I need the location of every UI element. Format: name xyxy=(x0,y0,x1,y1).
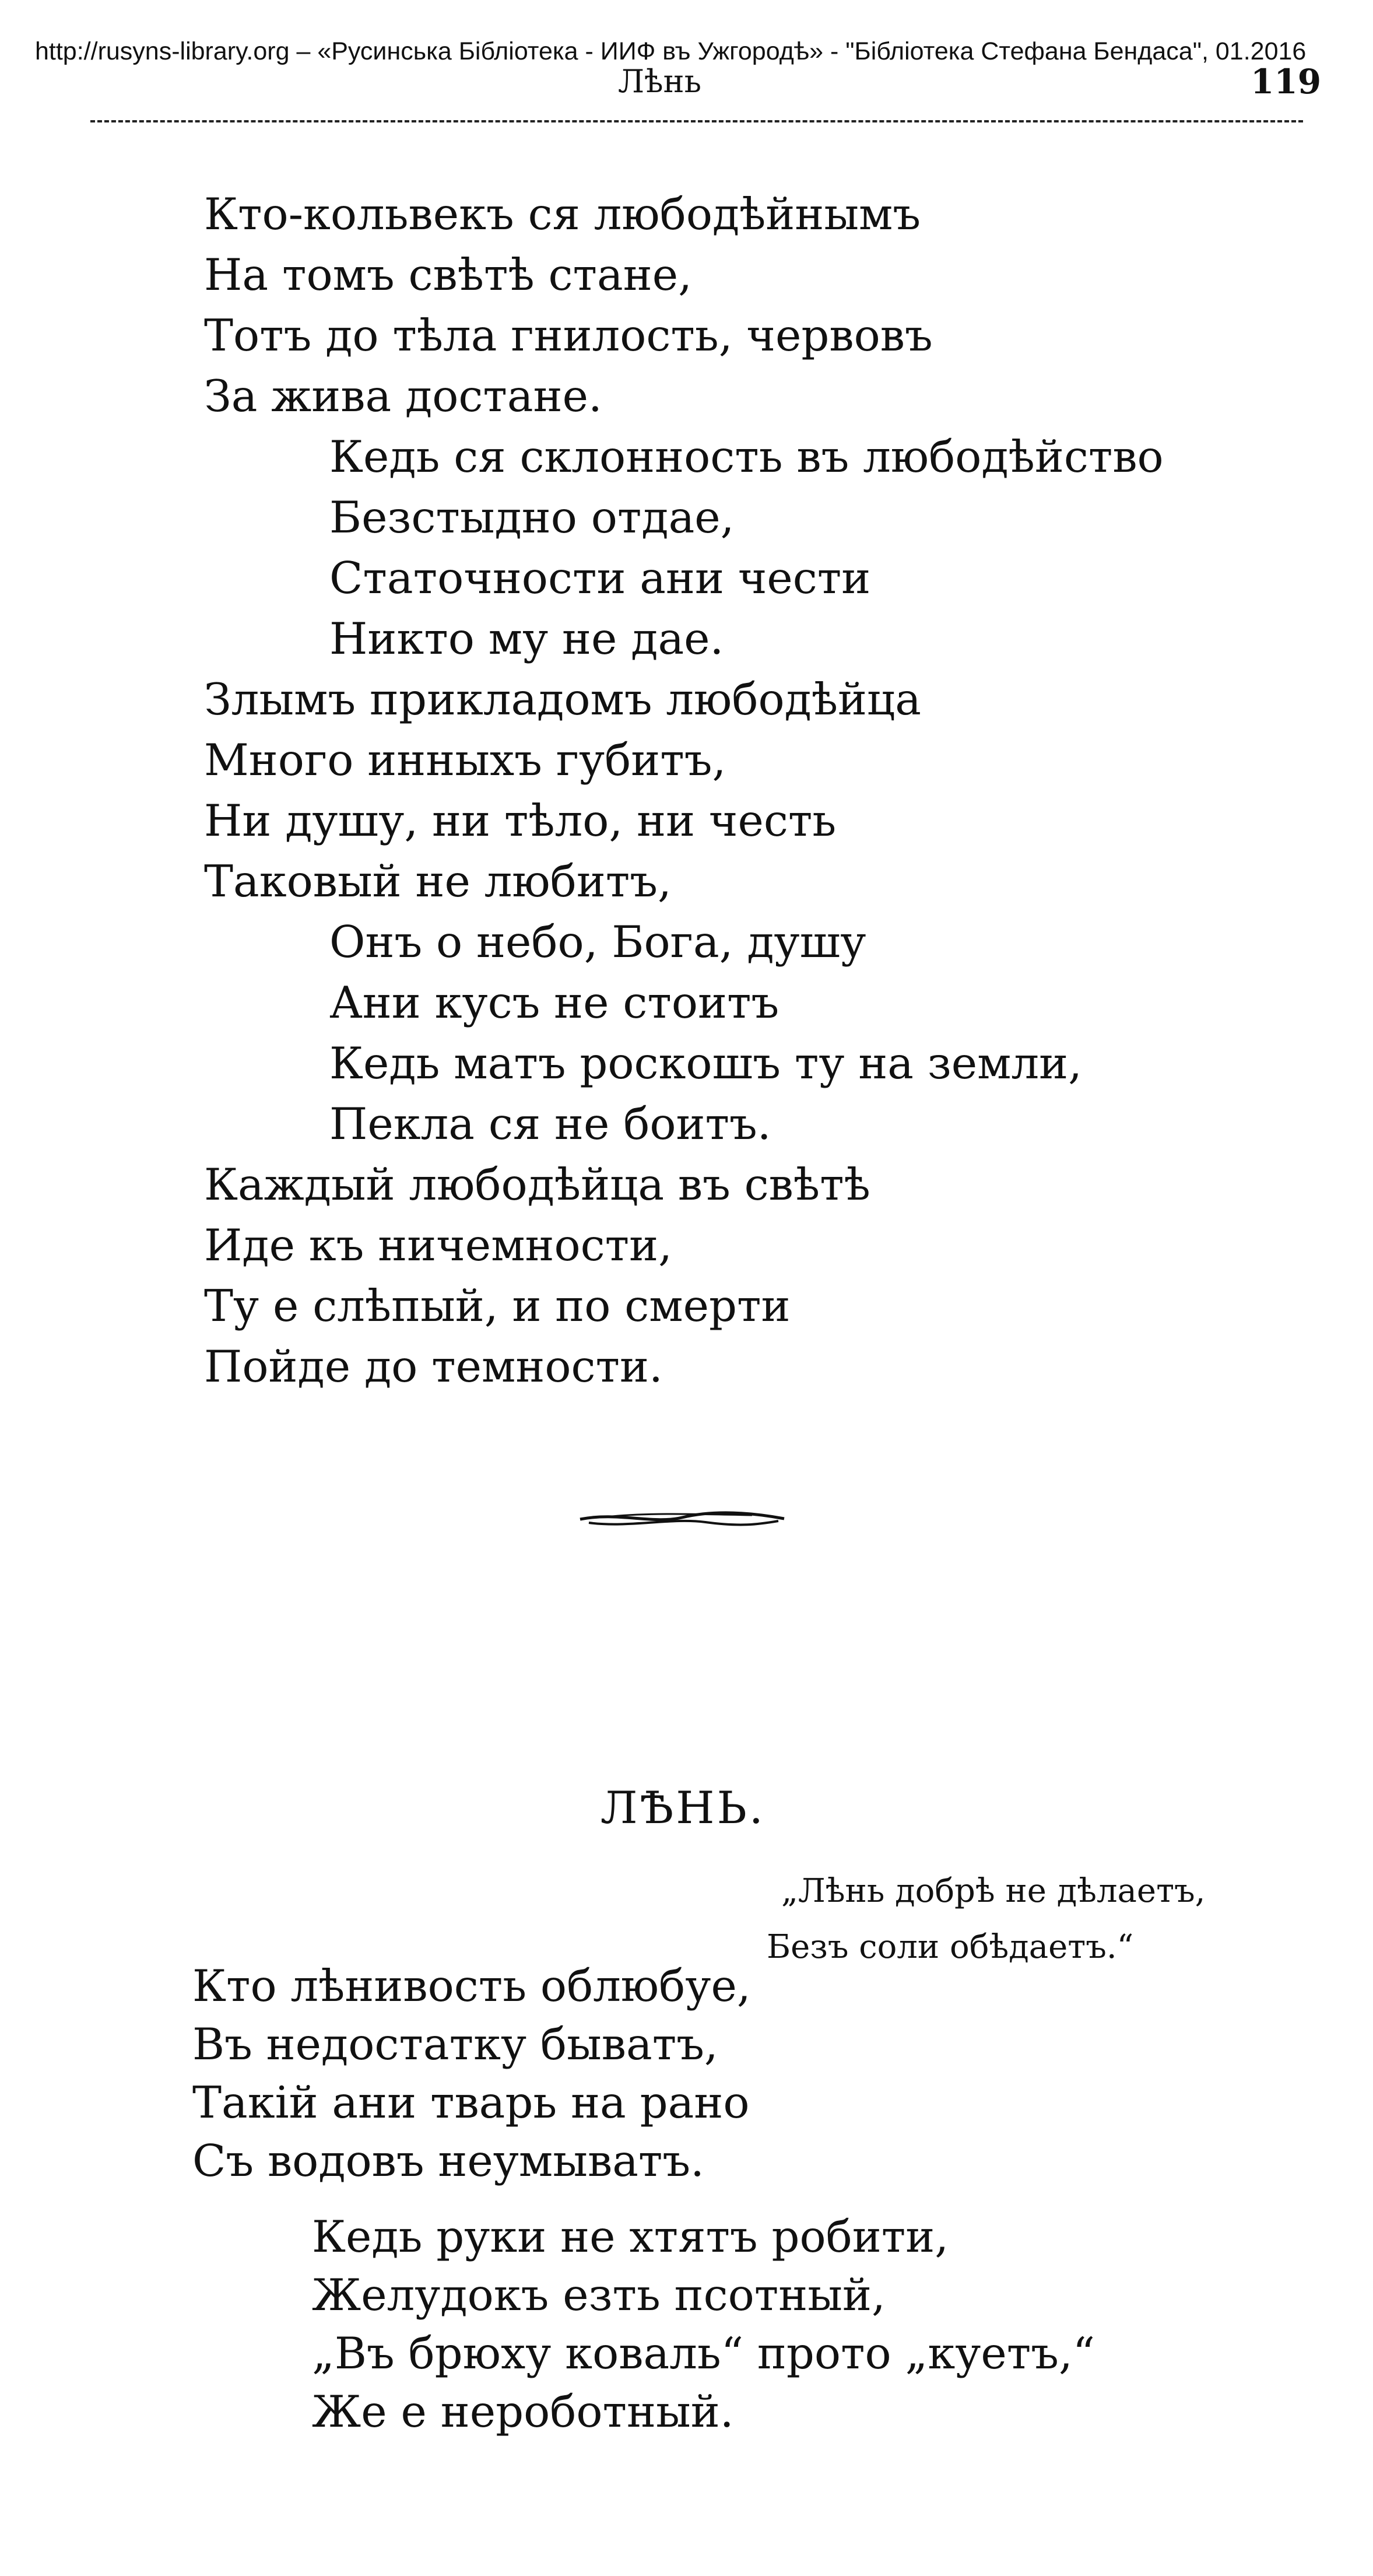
poem-line: Пойде до темности. xyxy=(204,1341,663,1392)
poem-line: Ту е слѣпый, и по смерти xyxy=(204,1280,791,1331)
section-divider-ornament xyxy=(577,1505,787,1534)
poem-line: На томъ свѣтѣ стане, xyxy=(204,249,692,300)
running-head: Лѣнь xyxy=(618,63,702,100)
poem-line: Съ водовъ неумыватъ. xyxy=(192,2135,704,2186)
poem-line: „Въ брюху коваль“ прото „куетъ,“ xyxy=(312,2328,1095,2379)
source-attribution: http://rusyns-library.org – «Русинська Бібліотека - ИИФ въ Ужгородѣ» - "Бібліотека Стефана Бендаса", 01.2016 xyxy=(35,37,1307,65)
poem-line: Онъ о небо, Бога, душу xyxy=(329,916,866,968)
stanza-gap xyxy=(192,2190,1095,2207)
poem-part-2 xyxy=(192,1957,1095,2441)
poem-line: Ни душу, ни тѣло, ни честь xyxy=(204,795,837,846)
poem-line: Кедь руки не хтятъ робити, xyxy=(312,2211,949,2262)
poem-line: Таковый не любитъ, xyxy=(204,856,672,907)
poem-line: Желудокъ езть псотный, xyxy=(312,2269,886,2321)
poem-line: Кто лѣнивость облюбуе, xyxy=(192,1960,751,2011)
poem-line: За жива достане. xyxy=(204,370,602,422)
poem-line: Каждый любодѣйца въ свѣтѣ xyxy=(204,1159,870,1210)
epigraph-line: Безъ соли обѣдаетъ.“ xyxy=(767,1928,1134,1966)
poem-line: Безстыдно отдае, xyxy=(329,492,735,543)
page-number: 119 xyxy=(1251,62,1322,101)
poem-line: Ани кусъ не стоитъ xyxy=(329,977,779,1028)
poem-line: Статочности ани чести xyxy=(329,552,871,604)
poem-line: Же е нероботный. xyxy=(312,2386,734,2437)
poem-line: Въ недостатку быватъ, xyxy=(192,2018,718,2070)
poem-line: Много инныхъ губитъ, xyxy=(204,734,726,786)
poem-line: Такій ани тварь на рано xyxy=(192,2077,750,2128)
poem-line: Тотъ до тѣла гнилость, червовъ xyxy=(204,310,933,361)
header-rule xyxy=(90,120,1303,122)
poem-line: Кто-кольвекъ ся любодѣйнымъ xyxy=(204,188,921,240)
poem-line: Кедь ся склонность въ любодѣйство xyxy=(329,431,1164,482)
poem-line: Иде къ ничемности, xyxy=(204,1219,672,1271)
poem-line: Злымъ прикладомъ любодѣйца xyxy=(204,674,921,725)
epigraph-line: „Лѣнь добрѣ не дѣлаетъ, xyxy=(781,1872,1206,1910)
section-title: ЛѢНЬ. xyxy=(601,1782,765,1834)
poem-line: Пекла ся не боитъ. xyxy=(329,1098,771,1149)
poem-part-1 xyxy=(204,184,1164,1397)
poem-line: Кедь матъ роскошъ ту на земли, xyxy=(329,1038,1082,1089)
poem-line: Никто му не дае. xyxy=(329,613,724,664)
